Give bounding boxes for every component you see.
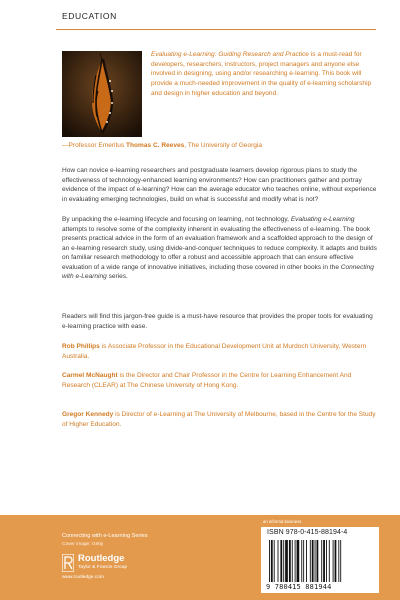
attribution-prefix: —Professor Emeritus <box>62 142 127 149</box>
paragraph-2-text-a: By unpacking the e-learning lifecycle and focusing on learning, not technology, <box>62 216 291 223</box>
butterfly-image <box>62 51 142 137</box>
endorsement-quote <box>151 50 380 99</box>
description-paragraph-2 <box>62 215 380 282</box>
attribution-suffix: , The University of Georgia <box>184 142 262 149</box>
barcode-icon <box>267 540 373 582</box>
paragraph-2-text-b: attempts to resolve some of the complexity inherent in evaluating the effectiveness of e-learning. The book presents practical advice in the form of an evaluation framework and a scaffolded approach to the design of an e-learning research study, using divide-and-conquer techniques to reduce complexity. It adapts and builds on familiar research methodology to offer a robust and accessible approach that can ensure effective evaluation of a wide range of innovative initiatives, including those covered in other books in the <box>62 225 377 271</box>
quote-book-title: Evaluating e-Learning: Guiding Research and Practice <box>151 51 309 58</box>
author-bio-2 <box>62 371 380 390</box>
author-name: Rob Phillips <box>62 343 100 350</box>
header-rule <box>56 29 376 30</box>
paragraph-2-series-title: Connecting with e-Learning <box>62 263 374 281</box>
endorsement-attribution <box>62 141 380 151</box>
author-bio-3 <box>62 410 380 429</box>
publisher-logo <box>62 553 172 585</box>
author-name: Gregor Kennedy <box>62 411 114 418</box>
barcode-panel <box>261 527 379 593</box>
publisher-url[interactable]: www.routledge.com <box>62 575 104 580</box>
description-paragraph-1: How can novice e-learning researchers and postgraduate learners develop rigorous plans to study the effectiveness of technology-enhanced learning environments? How can practitioners gather and portray evidence of the impact of e-learning? How can the average educator who teaches online, without experience in evaluating emerging technologies, build on what is successful and modify what is not? <box>62 167 377 203</box>
monarch-butterfly-illustration <box>62 51 142 137</box>
author-bio-text: is the Director and Chair Professor in the Centre for Learning Enhancement And Research (CLEAR) at The Chinese University of Hong Kong. <box>62 372 352 389</box>
header-bar <box>0 0 400 32</box>
author-bio-text: is Associate Professor in the Educational Development Unit at Murdoch University, Western Australia. <box>62 343 367 360</box>
description-paragraph-3: Readers will find this jargon-free guide is a must-have resource that provides the proper tools for evaluating e-learning practice with ease. <box>62 313 373 330</box>
publisher-group: Taylor & Francis Group <box>78 565 128 570</box>
author-name: Carmel McNaught <box>62 372 118 379</box>
quote-body: is a must-read for developers, researchers, instructors, project managers and anyone else involved in designing, using and/or researching e-learning. This book will provide a much-needed improvement in the quality of e-learning scholarship and design in higher education and beyond. <box>151 51 372 97</box>
cover-image-credit: Cover image: Getty <box>62 542 104 547</box>
series-name: Connecting with e-Learning Series <box>62 533 148 539</box>
informa-label: an informa business <box>263 519 302 524</box>
routledge-r-icon <box>62 554 74 572</box>
paragraph-2-book-title: Evaluating e-Learning <box>290 216 355 223</box>
attribution-name: Thomas C. Reeves <box>126 142 185 149</box>
isbn-number: ISBN 978-0-415-88194-4 <box>267 529 348 536</box>
barcode-digits: 9 780415 881944 <box>266 583 332 591</box>
author-bio-1 <box>62 342 380 361</box>
paragraph-2-text-c: series. <box>106 273 128 281</box>
author-bio-text: is Director of e-Learning at The University of Melbourne, based in the Centre for the Study of Higher Education. <box>62 411 376 428</box>
subject-category: EDUCATION <box>62 11 117 21</box>
publisher-name: Routledge <box>78 553 125 564</box>
